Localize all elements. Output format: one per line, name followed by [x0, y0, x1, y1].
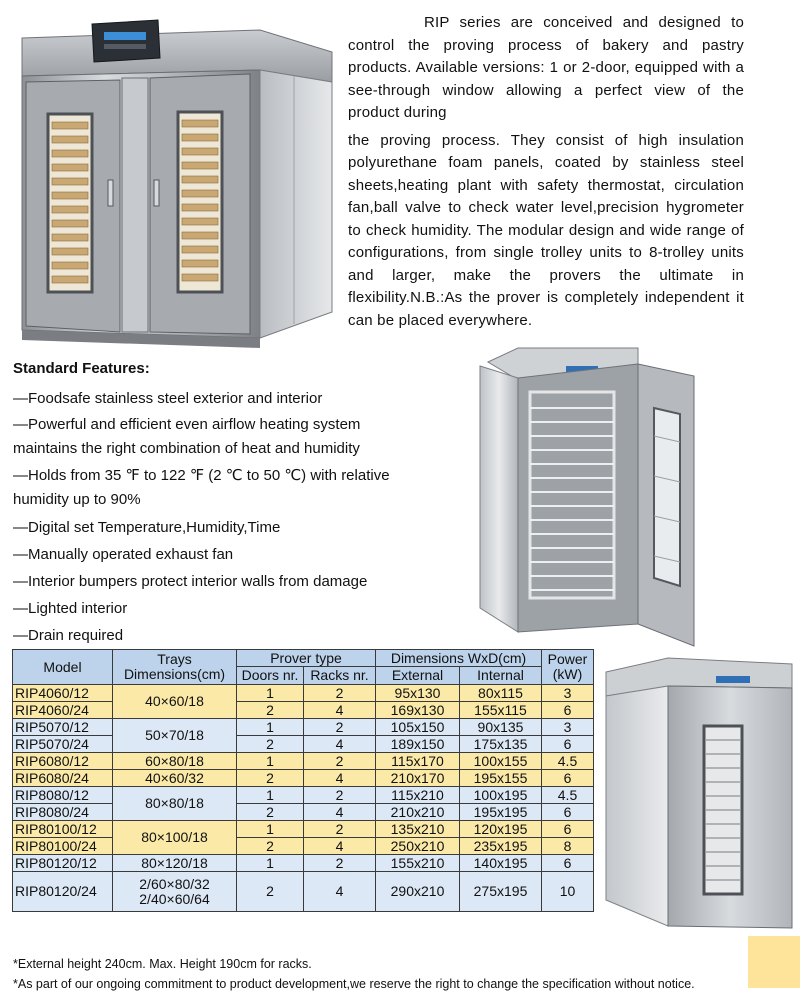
feature-item: —Interior bumpers protect interior walls from damage: [13, 572, 368, 590]
cell-power: 3: [542, 719, 594, 736]
cell-internal: 175x135: [460, 736, 542, 753]
two-door-prover-image: [10, 12, 340, 354]
cell-external: 169x130: [376, 702, 460, 719]
footnote-disclaimer: *As part of our ongoing commitment to product development,we reserve the right to change the specification without notice.: [13, 977, 695, 991]
feature-item: —Digital set Temperature,Humidity,Time: [13, 518, 281, 536]
cell-internal: 100x155: [460, 753, 542, 770]
cell-external: 135x210: [376, 821, 460, 838]
cell-doors: 2: [237, 872, 304, 912]
cell-external: 95x130: [376, 685, 460, 702]
cell-model: RIP4060/24: [13, 702, 113, 719]
table-row: [13, 855, 594, 872]
cell-external: 210x170: [376, 770, 460, 787]
cell-racks: 4: [304, 770, 376, 787]
cell-internal: 235x195: [460, 838, 542, 855]
cell-trays-line: 2/40×60/64: [139, 890, 210, 907]
cell-model: RIP5070/12: [13, 719, 113, 736]
features-list: [13, 386, 413, 649]
cell-model: RIP5070/24: [13, 736, 113, 753]
cell-model: RIP6080/24: [13, 770, 113, 787]
decorative-color-block: [748, 936, 800, 988]
cell-internal: 275x195: [460, 872, 542, 912]
cell-racks: 4: [304, 804, 376, 821]
cell-external: 155x210: [376, 855, 460, 872]
cell-internal: 140x195: [460, 855, 542, 872]
cell-doors: 2: [237, 702, 304, 719]
table-row: [13, 719, 594, 736]
feature-item: —Manually operated exhaust fan: [13, 545, 234, 563]
table-row: [13, 821, 594, 838]
cell-model: RIP80100/12: [13, 821, 113, 838]
cell-internal: 120x195: [460, 821, 542, 838]
table-row: [13, 787, 594, 804]
cell-racks: 2: [304, 821, 376, 838]
header-internal: Internal: [460, 667, 542, 685]
cell-racks: 2: [304, 787, 376, 804]
cell-racks: 4: [304, 838, 376, 855]
standard-features: [13, 359, 413, 649]
cell-racks: 2: [304, 753, 376, 770]
cell-external: 189x150: [376, 736, 460, 753]
cell-internal: 155x115: [460, 702, 542, 719]
cell-racks: 2: [304, 685, 376, 702]
header-external: External: [376, 667, 460, 685]
feature-item: —Holds from 35 ℉ to 122 ℉ (2 ℃ to 50 ℃) with relative humidity up to 90%: [13, 466, 390, 508]
cell-power: 6: [542, 821, 594, 838]
intro-paragraph-2: the proving process. They consist of high insulation polyurethane foam panels, coated by stainless steel sheets,heating plant with safety thermostat, circulation fan,ball valve to check water level,precision hygrometer to check humidity. The modular design and wide range of configurations, from single trolley units to 8-trolley units and larger, make the provers the ultimate in flexibility.N.B.:As the prover is completely independent it can be placed everywhere.: [348, 131, 744, 329]
table-row: [13, 685, 594, 702]
cell-internal: 100x195: [460, 787, 542, 804]
cell-model: RIP4060/12: [13, 685, 113, 702]
footnote-height: *External height 240cm. Max. Height 190cm for racks.: [13, 957, 312, 971]
cell-power: 6: [542, 702, 594, 719]
header-prover-type: Prover type: [237, 650, 376, 667]
cell-external: 290x210: [376, 872, 460, 912]
cell-racks: 4: [304, 736, 376, 753]
header-dimensions: Dimensions WxD(cm): [376, 650, 542, 667]
cell-doors: 1: [237, 719, 304, 736]
header-doors: Doors nr.: [237, 667, 304, 685]
spec-table: [12, 649, 594, 912]
cell-power: 6: [542, 736, 594, 753]
cell-internal: 90x135: [460, 719, 542, 736]
table-row: [13, 770, 594, 787]
table-row: [13, 872, 594, 912]
cell-external: 210x210: [376, 804, 460, 821]
cell-model: RIP80120/12: [13, 855, 113, 872]
table-row: [13, 702, 594, 719]
cell-doors: 2: [237, 804, 304, 821]
cell-internal: 195x195: [460, 804, 542, 821]
cell-trays: 50×70/18: [113, 719, 237, 753]
cell-power: 6: [542, 770, 594, 787]
header-racks: Racks nr.: [304, 667, 376, 685]
cell-racks: 2: [304, 855, 376, 872]
cell-external: 115x170: [376, 753, 460, 770]
cell-model: RIP6080/12: [13, 753, 113, 770]
cell-doors: 1: [237, 753, 304, 770]
table-row: [13, 804, 594, 821]
cell-power: 6: [542, 804, 594, 821]
cell-internal: 80x115: [460, 685, 542, 702]
features-title: Standard Features:: [13, 360, 150, 377]
cell-racks: 4: [304, 702, 376, 719]
cell-doors: 1: [237, 787, 304, 804]
cell-doors: 1: [237, 855, 304, 872]
cell-doors: 2: [237, 736, 304, 753]
cell-trays-line: 2/60×80/32: [139, 875, 210, 892]
cell-power: 3: [542, 685, 594, 702]
cell-power: 10: [542, 872, 594, 912]
cell-power: 4.5: [542, 753, 594, 770]
closed-single-door-prover-image: [604, 656, 794, 930]
cell-power: 8: [542, 838, 594, 855]
cell-power: 6: [542, 855, 594, 872]
cell-trays: 40×60/32: [113, 770, 237, 787]
cell-external: 250x210: [376, 838, 460, 855]
cell-model: RIP80100/24: [13, 838, 113, 855]
cell-external: 115x210: [376, 787, 460, 804]
intro-paragraph-1: RIP series are conceived and designed to control the proving process of bakery and pastry products. Available versions: 1 or 2-door, equipped with a see-through window allowing a perfect view of the product during: [348, 14, 744, 121]
feature-item: —Drain required: [13, 626, 124, 644]
cell-doors: 1: [237, 685, 304, 702]
header-trays: Trays Dimensions(cm): [113, 650, 237, 685]
cell-trays: 60×80/18: [113, 753, 237, 770]
cell-trays: 80×120/18: [113, 855, 237, 872]
footnotes: [13, 954, 695, 994]
cell-model: RIP8080/12: [13, 787, 113, 804]
cell-doors: 2: [237, 838, 304, 855]
feature-item: —Foodsafe stainless steel exterior and interior: [13, 390, 323, 407]
feature-item: —Lighted interior: [13, 599, 128, 617]
cell-doors: 2: [237, 770, 304, 787]
table-row: [13, 838, 594, 855]
cell-model: RIP8080/24: [13, 804, 113, 821]
table-row: [13, 736, 594, 753]
open-single-door-prover-image: [478, 346, 700, 648]
cell-trays: 40×60/18: [113, 685, 237, 719]
cell-external: 105x150: [376, 719, 460, 736]
header-power: Power (kW): [542, 650, 594, 685]
cell-internal: 195x155: [460, 770, 542, 787]
cell-trays: 80×100/18: [113, 821, 237, 855]
cell-trays: [113, 872, 237, 912]
cell-power: 4.5: [542, 787, 594, 804]
header-model: Model: [13, 650, 113, 685]
intro-text: [348, 12, 744, 332]
cell-racks: 4: [304, 872, 376, 912]
cell-doors: 1: [237, 821, 304, 838]
table-row: [13, 753, 594, 770]
cell-model: RIP80120/24: [13, 872, 113, 912]
cell-trays: 80×80/18: [113, 787, 237, 821]
cell-racks: 2: [304, 719, 376, 736]
feature-item: —Powerful and efficient even airflow heating system maintains the right combination of heat and humidity: [13, 415, 361, 457]
